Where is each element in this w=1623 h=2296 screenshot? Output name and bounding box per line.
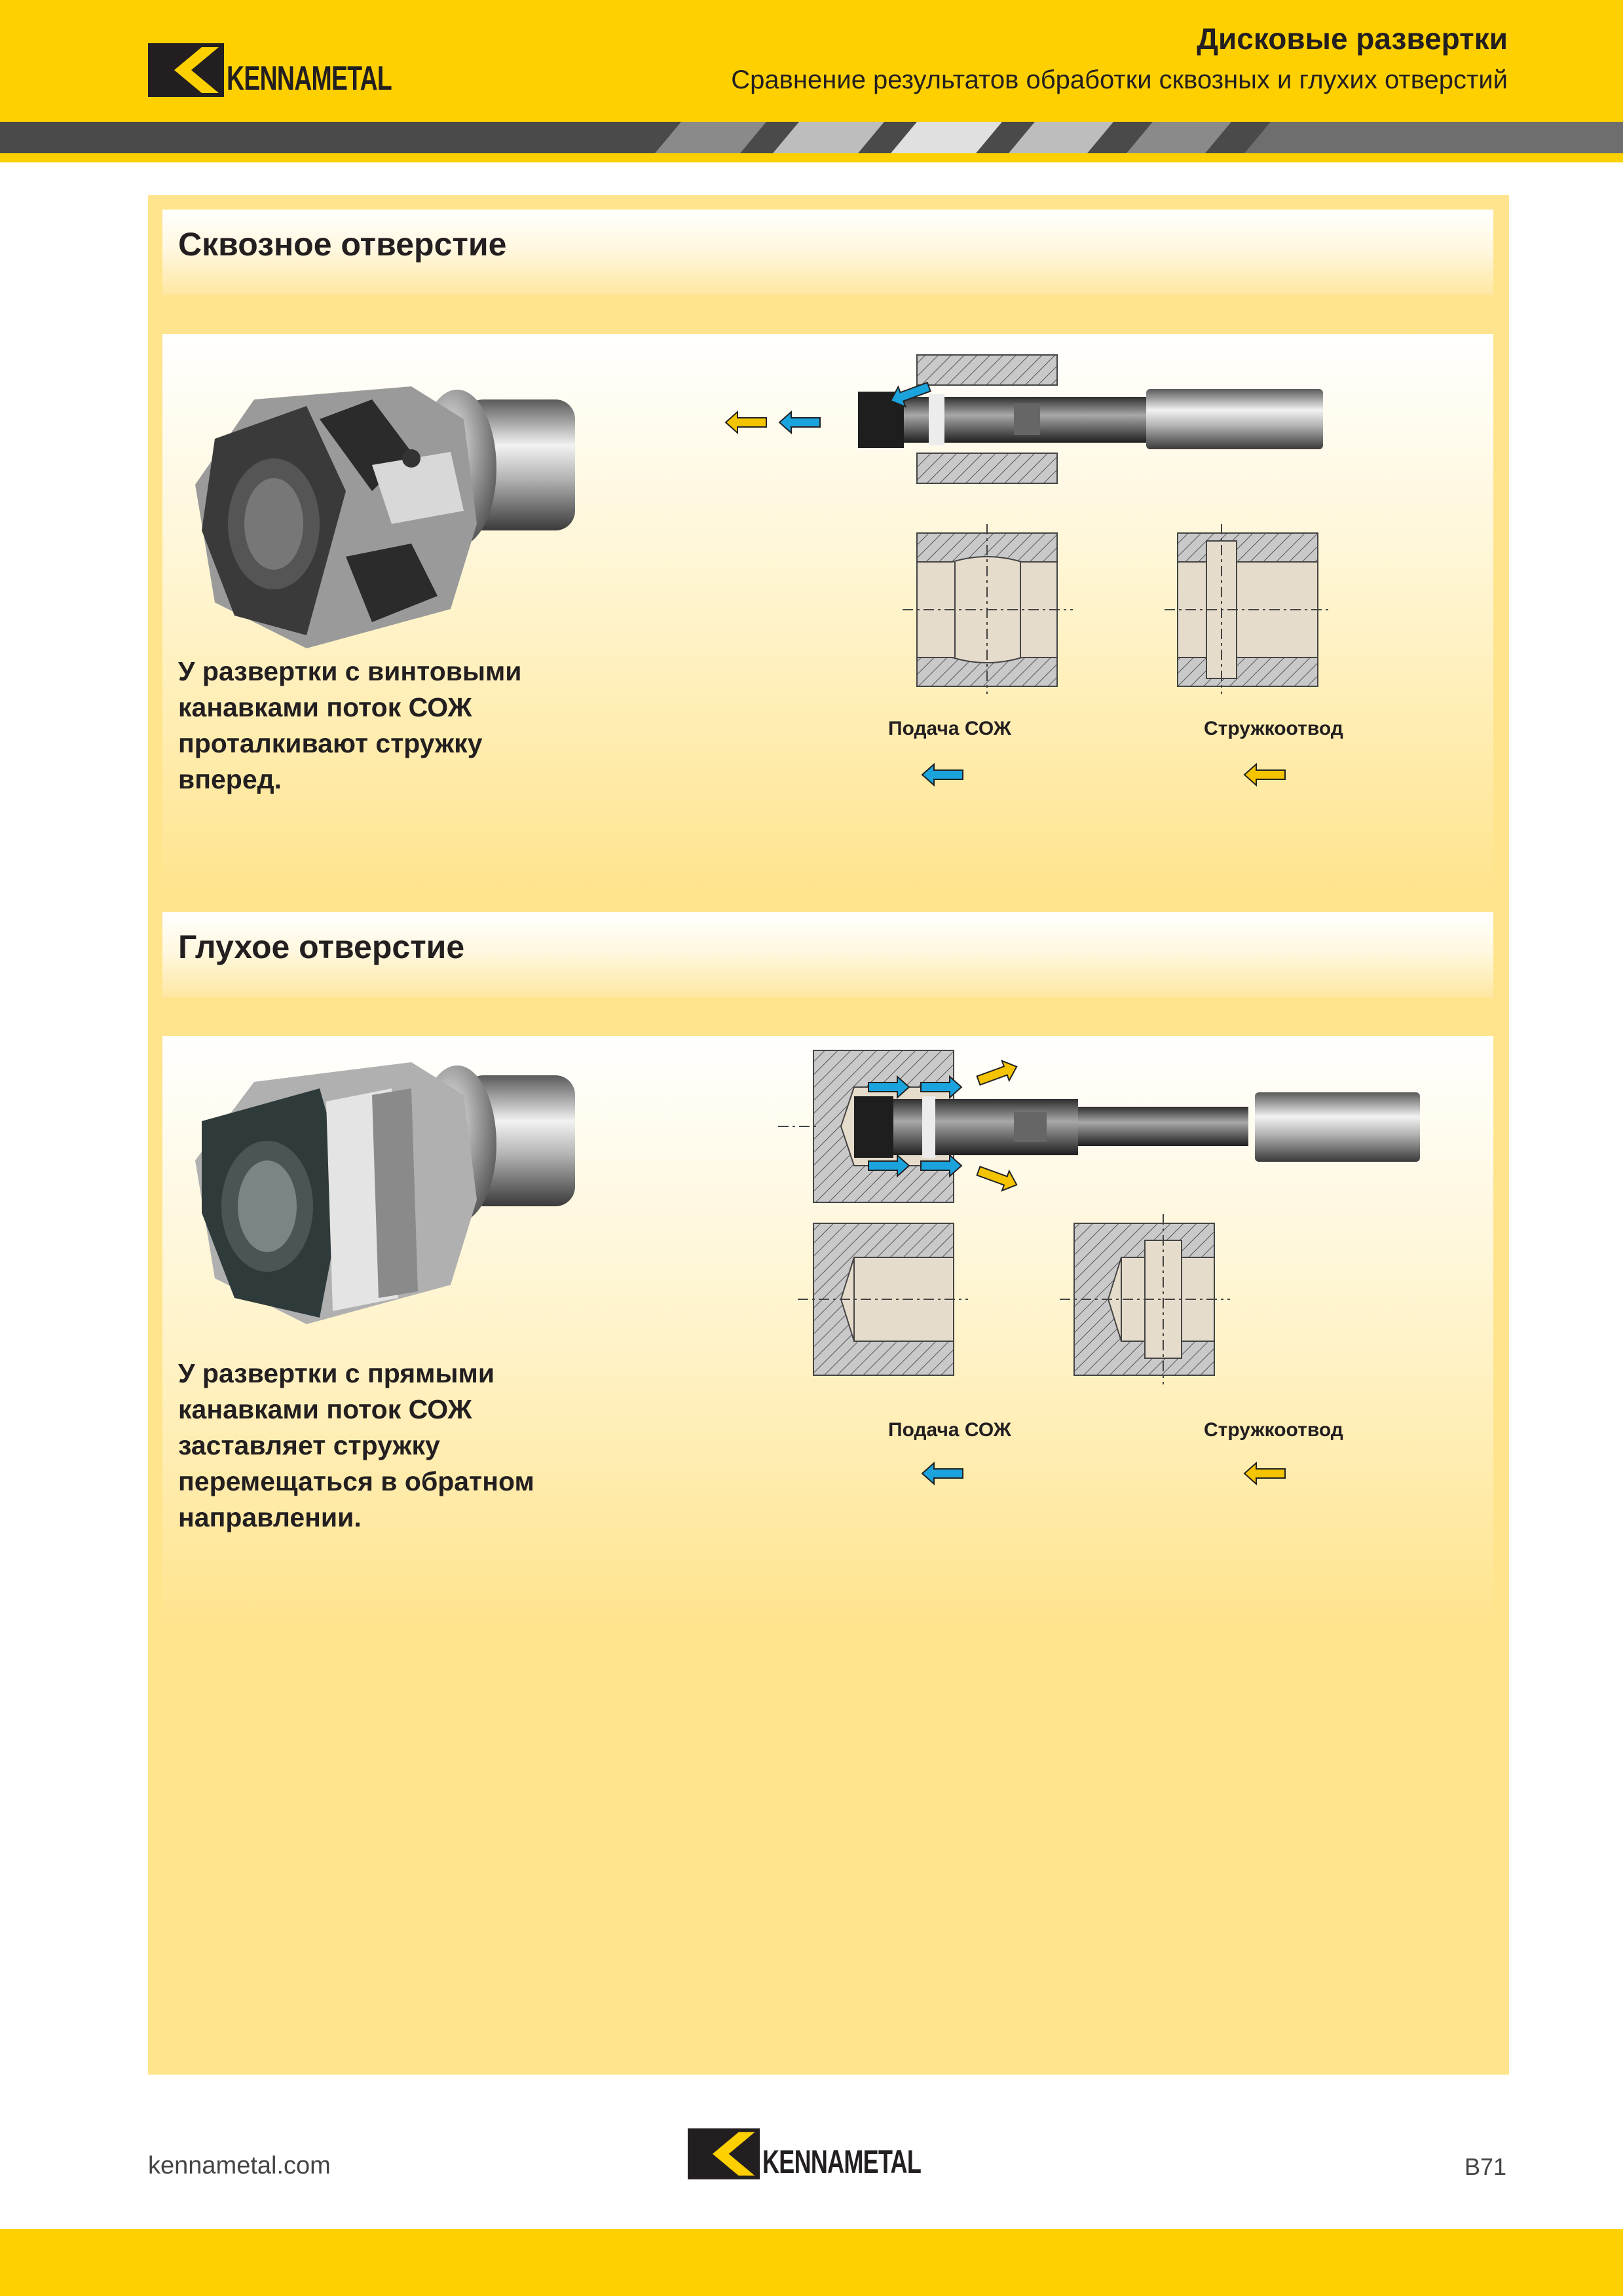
page-number: B71 bbox=[1464, 2153, 1506, 2180]
cross-section-left bbox=[903, 524, 1073, 694]
kennametal-k-icon bbox=[148, 43, 224, 97]
logo-wordmark: KENNAMETAL bbox=[762, 2143, 922, 2180]
cross-section-right bbox=[1060, 1214, 1230, 1384]
logo-wordmark: KENNAMETAL bbox=[227, 60, 392, 98]
header-stripe bbox=[0, 122, 1623, 153]
section-through-hole-body bbox=[162, 334, 1493, 891]
legend-coolant-label: Подача СОЖ bbox=[888, 718, 1011, 739]
cross-section-right bbox=[1165, 524, 1331, 694]
section-blind-hole-header bbox=[162, 912, 1493, 997]
section-description: У развертки с прямыми канавками поток СОЖ заставляет стружку перемещаться в обратном направлении. bbox=[178, 1358, 534, 1532]
blind-hole-diagram bbox=[621, 1046, 1446, 1413]
legend-chips-label: Стружкоотвод bbox=[1204, 1419, 1343, 1441]
helical-reamer-image bbox=[176, 360, 595, 668]
page-subtitle: Сравнение результатов обработки сквозных и глухих отверстий bbox=[731, 65, 1508, 94]
legend-chips-label: Стружкоотвод bbox=[1204, 718, 1343, 739]
legend-coolant-label: Подача СОЖ bbox=[888, 1419, 1011, 1441]
chip-removal-arrow-icon bbox=[1241, 762, 1303, 788]
coolant-arrow-icon bbox=[918, 762, 981, 788]
cross-section-left bbox=[798, 1223, 968, 1375]
through-hole-diagram bbox=[706, 341, 1400, 747]
header-underline bbox=[0, 153, 1623, 162]
section-blind-hole-body bbox=[162, 1036, 1493, 1625]
section-title: Сквозное отверстие bbox=[178, 226, 507, 263]
coolant-arrow-icon bbox=[918, 1460, 981, 1487]
page-title: Дисковые развертки bbox=[1197, 22, 1508, 56]
straight-flute-reamer-image bbox=[176, 1049, 595, 1357]
chip-removal-arrow-icon bbox=[1241, 1460, 1303, 1487]
footer-band bbox=[0, 2229, 1623, 2296]
kennametal-k-icon bbox=[688, 2128, 760, 2179]
section-description: У развертки с винтовыми канавками поток СОЖ проталкивают стружку вперед. bbox=[178, 656, 522, 794]
section-title: Глухое отверстие bbox=[178, 929, 465, 965]
section-through-hole-header bbox=[162, 210, 1493, 295]
footer-url[interactable]: kennametal.com bbox=[148, 2152, 331, 2179]
